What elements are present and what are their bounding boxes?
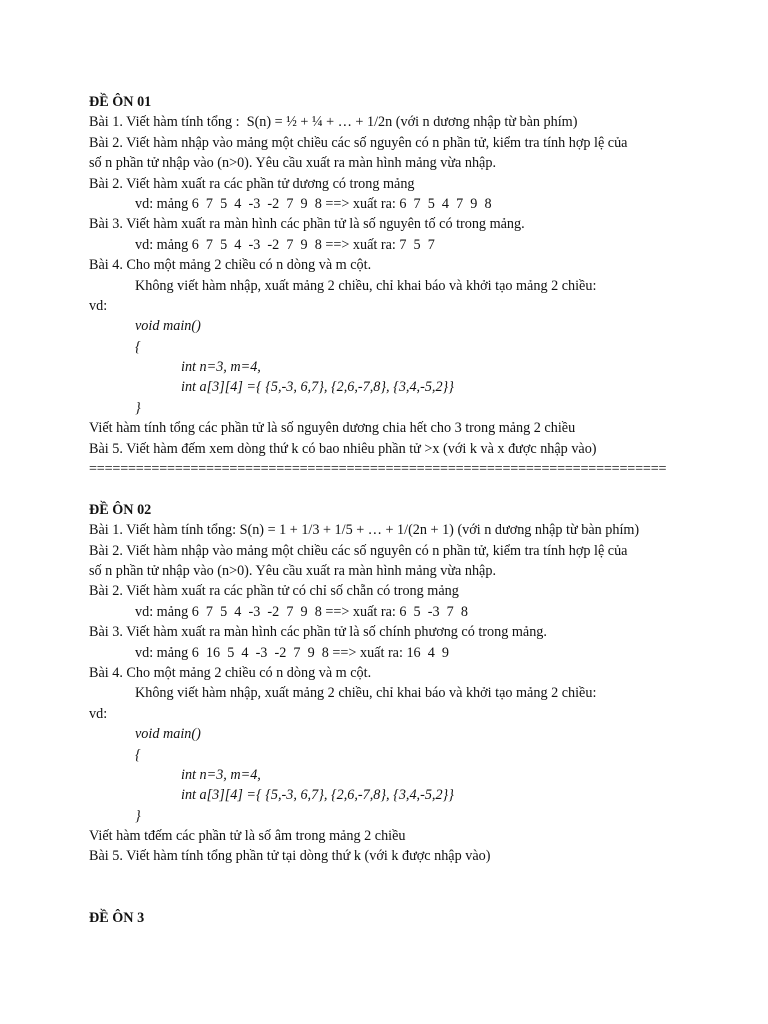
section-title: ĐỀ ÔN 02 xyxy=(89,501,152,518)
exercise-2-line1: Bài 2. Viết hàm nhập vào mảng một chiều các số nguyên có n phần tử, kiểm tra tính hợp lệ của xyxy=(89,134,628,151)
exercise-2b: Bài 2. Viết hàm xuất ra các phần tử dương có trong mảng xyxy=(89,175,415,192)
exercise-4-task: Viết hàm tính tổng các phần tử là số nguyên dương chia hết cho 3 trong mảng 2 chiều xyxy=(89,420,576,437)
exercise-3-example: vd: mảng 6 16 5 4 -3 -2 7 9 8 ==> xuất ra: 16 4 9 xyxy=(135,644,450,661)
exercise-4-task: Viết hàm tđếm các phần tử là số âm trong mảng 2 chiều xyxy=(89,828,406,845)
example-label: vd: xyxy=(89,705,108,722)
spacer xyxy=(89,867,689,887)
code-line: int n=3, m=4, xyxy=(181,766,261,783)
document-page xyxy=(89,92,689,928)
exercise-2b-example: vd: mảng 6 7 5 4 -3 -2 7 9 8 ==> xuất ra: 6 7 5 4 7 9 8 xyxy=(135,195,492,212)
spacer xyxy=(89,479,689,499)
code-line: } xyxy=(135,807,141,824)
exercise-2b-example: vd: mảng 6 7 5 4 -3 -2 7 9 8 ==> xuất ra: 6 5 -3 7 8 xyxy=(135,603,468,620)
code-line: { xyxy=(135,338,141,355)
exercise-5: Bài 5. Viết hàm tính tổng phần tử tại dòng thứ k (với k được nhập vào) xyxy=(89,848,491,865)
exercise-4: Bài 4. Cho một mảng 2 chiều có n dòng và m cột. xyxy=(89,257,372,274)
exercise-4: Bài 4. Cho một mảng 2 chiều có n dòng và m cột. xyxy=(89,664,372,681)
exercise-2b: Bài 2. Viết hàm xuất ra các phần tử có chỉ số chẵn có trong mảng xyxy=(89,583,459,600)
exercise-4-note: Không viết hàm nhập, xuất mảng 2 chiều, chỉ khai báo và khởi tạo mảng 2 chiều: xyxy=(135,277,597,294)
spacer xyxy=(89,887,689,907)
section-title: ĐỀ ÔN 3 xyxy=(89,909,145,926)
code-line: } xyxy=(135,399,141,416)
exercise-2-line2: số n phần tử nhập vào (n>0). Yêu cầu xuất ra màn hình mảng vừa nhập. xyxy=(89,562,496,579)
exercise-3: Bài 3. Viết hàm xuất ra màn hình các phần tử là số chính phương có trong mảng. xyxy=(89,624,547,641)
code-line: int a[3][4] ={ {5,-3, 6,7}, {2,6,-7,8}, {3,4,-5,2}} xyxy=(181,787,454,804)
section-separator: ========================================================================== xyxy=(89,461,667,478)
exercise-3-example: vd: mảng 6 7 5 4 -3 -2 7 9 8 ==> xuất ra: 7 5 7 xyxy=(135,236,435,253)
code-line: int n=3, m=4, xyxy=(181,359,261,376)
exercise-1: Bài 1. Viết hàm tính tổng: S(n) = 1 + 1/3 + 1/5 + … + 1/(2n + 1) (với n dương nhập từ bàn phím) xyxy=(89,522,640,539)
code-line: void main() xyxy=(135,726,201,743)
section-title: ĐỀ ÔN 01 xyxy=(89,94,152,110)
exercise-2-line1: Bài 2. Viết hàm nhập vào mảng một chiều các số nguyên có n phần tử, kiểm tra tính hợp lệ của xyxy=(89,542,628,559)
exercise-5: Bài 5. Viết hàm đếm xem dòng thứ k có bao nhiêu phần tử >x (với k và x được nhập vào) xyxy=(89,440,597,457)
code-line: int a[3][4] ={ {5,-3, 6,7}, {2,6,-7,8}, {3,4,-5,2}} xyxy=(181,379,454,396)
exercise-1: Bài 1. Viết hàm tính tổng : S(n) = ½ + ¼ + … + 1/2n (với n dương nhập từ bàn phím) xyxy=(89,114,578,131)
example-label: vd: xyxy=(89,297,108,314)
code-line: { xyxy=(135,746,141,763)
exercise-4-note: Không viết hàm nhập, xuất mảng 2 chiều, chỉ khai báo và khởi tạo mảng 2 chiều: xyxy=(135,685,597,702)
exercise-3: Bài 3. Viết hàm xuất ra màn hình các phần tử là số nguyên tố có trong mảng. xyxy=(89,216,525,233)
exercise-2-line2: số n phần tử nhập vào (n>0). Yêu cầu xuất ra màn hình mảng vừa nhập. xyxy=(89,155,496,172)
code-line: void main() xyxy=(135,318,201,335)
